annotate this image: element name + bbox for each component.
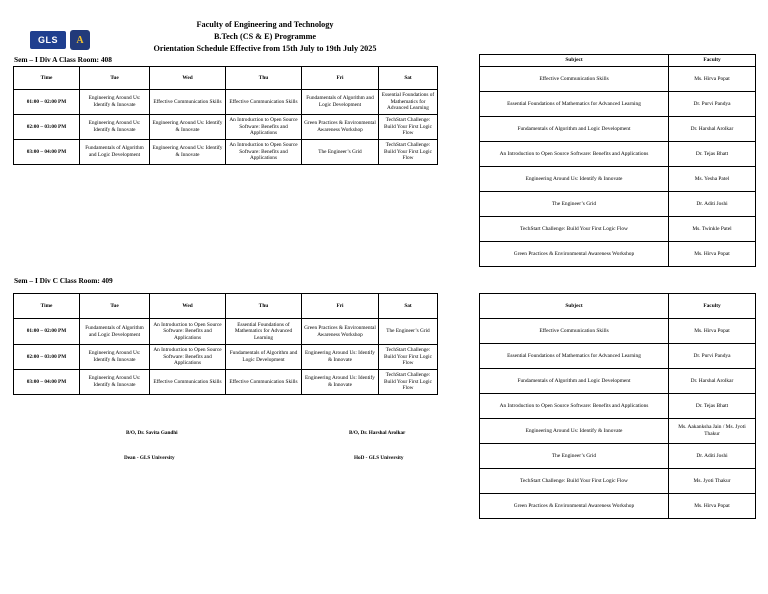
table-row bbox=[480, 344, 756, 369]
header-schedule: Orientation Schedule Effective from 15th July to 19th July 2025 bbox=[153, 44, 377, 53]
faculty-header-row bbox=[480, 294, 756, 319]
faculty-table-div-c bbox=[479, 293, 756, 519]
table-row bbox=[14, 319, 438, 345]
table-row bbox=[480, 419, 756, 444]
column-header: Subject bbox=[480, 55, 669, 67]
table-row bbox=[480, 167, 756, 192]
table-cell: Engineering Around Us: Identify & Innovate bbox=[80, 345, 150, 370]
table-cell: Fundamentals of Algorithm and Logic Development bbox=[226, 345, 302, 370]
gls-university-logo: GLS bbox=[30, 31, 66, 49]
faculty-cell: Dr. Aditi Joshi bbox=[669, 444, 756, 469]
table-row bbox=[14, 115, 438, 140]
subject-cell: Fundamentals of Algorithm and Logic Development bbox=[480, 117, 669, 142]
table-row bbox=[480, 469, 756, 494]
table-cell: An Introduction to Open Source Software: Benefits and Applications bbox=[150, 319, 226, 345]
column-header: Subject bbox=[480, 294, 669, 319]
subject-cell: Effective Communication Skills bbox=[480, 67, 669, 92]
table-row bbox=[14, 370, 438, 395]
table-cell: Essential Foundations of Mathematics for Advanced Learning bbox=[379, 90, 438, 115]
faculty-cell: Ms. Hirva Popat bbox=[669, 242, 756, 267]
faculty-header-row bbox=[480, 55, 756, 67]
timetable-div-c bbox=[13, 293, 438, 395]
table-cell: Engineering Around Us: Identify & Innovate bbox=[80, 90, 150, 115]
faculty-cell: Dr. Tejas Bhatt bbox=[669, 394, 756, 419]
column-header: Wed bbox=[150, 67, 226, 90]
table-row bbox=[480, 192, 756, 217]
table-cell: Engineering Around Us: Identify & Innovate bbox=[150, 115, 226, 140]
column-header: Fri bbox=[302, 67, 379, 90]
time-cell: 01:00 – 02:00 PM bbox=[14, 319, 80, 345]
column-header: Faculty bbox=[669, 55, 756, 67]
table-row bbox=[480, 369, 756, 394]
subject-cell: Engineering Around Us: Identify & Innovate bbox=[480, 167, 669, 192]
section-title-div-a: Sem – I Div A Class Room: 408 bbox=[14, 55, 112, 64]
table-cell: An Introduction to Open Source Software: Benefits and Applications bbox=[226, 140, 302, 165]
column-header: Tue bbox=[80, 67, 150, 90]
timetable-header-row bbox=[14, 67, 438, 90]
table-cell: Effective Communication Skills bbox=[226, 90, 302, 115]
header-programme: B.Tech (CS & E) Programme bbox=[213, 32, 317, 41]
faculty-cell: Dr. Purvi Pandya bbox=[669, 344, 756, 369]
table-row bbox=[480, 217, 756, 242]
time-cell: 02:00 – 03:00 PM bbox=[14, 115, 80, 140]
subject-cell: An Introduction to Open Source Software: Benefits and Applications bbox=[480, 394, 669, 419]
column-header: Sat bbox=[379, 294, 438, 319]
table-cell: Effective Communication Skills bbox=[226, 370, 302, 395]
table-row bbox=[14, 140, 438, 165]
subject-cell: Green Practices & Environmental Awareness Workshop bbox=[480, 494, 669, 519]
column-header: Faculty bbox=[669, 294, 756, 319]
faculty-cell: Ms. Aakanksha Jain / Ms. Jyoti Thakur bbox=[669, 419, 756, 444]
column-header: Thu bbox=[226, 294, 302, 319]
table-row bbox=[480, 494, 756, 519]
table-cell: The Engineer’s Grid bbox=[302, 140, 379, 165]
subject-cell: TechStart Challenge: Build Your First Logic Flow bbox=[480, 469, 669, 494]
signature-dean-name: B/O, Dr. Savita Gandhi bbox=[126, 430, 178, 436]
faculty-cell: Dr. Purvi Pandya bbox=[669, 92, 756, 117]
table-cell: TechStart Challenge: Build Your First Logic Flow bbox=[379, 370, 438, 395]
table-cell: Engineering Around Us: Identify & Innovate bbox=[80, 370, 150, 395]
header-faculty: Faculty of Engineering and Technology bbox=[196, 20, 334, 29]
faculty-cell: Dr. Harshal Arolkar bbox=[669, 117, 756, 142]
table-cell: The Engineer’s Grid bbox=[379, 319, 438, 345]
column-header: Fri bbox=[302, 294, 379, 319]
table-row bbox=[14, 90, 438, 115]
column-header: Time bbox=[14, 294, 80, 319]
table-cell: Engineering Around Us: Identify & Innovate bbox=[150, 140, 226, 165]
table-cell: Fundamentals of Algorithm and Logic Development bbox=[302, 90, 379, 115]
subject-cell: Green Practices & Environmental Awareness Workshop bbox=[480, 242, 669, 267]
subject-cell: Fundamentals of Algorithm and Logic Development bbox=[480, 369, 669, 394]
table-cell: Essential Foundations of Mathematics for Advanced Learning bbox=[226, 319, 302, 345]
time-cell: 01:00 – 02:00 PM bbox=[14, 90, 80, 115]
subject-cell: The Engineer’s Grid bbox=[480, 192, 669, 217]
timetable-header-row bbox=[14, 294, 438, 319]
subject-cell: Engineering Around Us: Identify & Innovate bbox=[480, 419, 669, 444]
table-cell: Effective Communication Skills bbox=[150, 90, 226, 115]
table-row bbox=[480, 319, 756, 344]
table-row bbox=[480, 92, 756, 117]
subject-cell: An Introduction to Open Source Software: Benefits and Applications bbox=[480, 142, 669, 167]
faculty-cell: Dr. Tejas Bhatt bbox=[669, 142, 756, 167]
faculty-table-div-a bbox=[479, 54, 756, 267]
column-header: Wed bbox=[150, 294, 226, 319]
table-cell: Green Practices & Environmental Awareness Workshop bbox=[302, 319, 379, 345]
table-row bbox=[480, 142, 756, 167]
timetable-div-a bbox=[13, 66, 438, 165]
table-row bbox=[480, 394, 756, 419]
table-cell: Fundamentals of Algorithm and Logic Development bbox=[80, 140, 150, 165]
table-row bbox=[480, 117, 756, 142]
signature-hod-name: B/O, Dr. Harshal Arolkar bbox=[349, 430, 406, 436]
subject-cell: TechStart Challenge: Build Your First Logic Flow bbox=[480, 217, 669, 242]
column-header: Tue bbox=[80, 294, 150, 319]
table-cell: An Introduction to Open Source Software: Benefits and Applications bbox=[226, 115, 302, 140]
table-cell: Engineering Around Us: Identify & Innovate bbox=[302, 370, 379, 395]
table-cell: Engineering Around Us: Identify & Innovate bbox=[302, 345, 379, 370]
table-cell: Green Practices & Environmental Awareness Workshop bbox=[302, 115, 379, 140]
table-cell: TechStart Challenge: Build Your First Logic Flow bbox=[379, 115, 438, 140]
signature-dean-title: Dean - GLS University bbox=[124, 455, 175, 461]
subject-cell: Effective Communication Skills bbox=[480, 319, 669, 344]
faculty-cell: Ms. Hirva Popat bbox=[669, 67, 756, 92]
column-header: Sat bbox=[379, 67, 438, 90]
faculty-cell: Ms. Yesha Patel bbox=[669, 167, 756, 192]
faculty-cell: Dr. Aditi Joshi bbox=[669, 192, 756, 217]
table-cell: An Introduction to Open Source Software: Benefits and Applications bbox=[150, 345, 226, 370]
table-row bbox=[14, 345, 438, 370]
column-header: Time bbox=[14, 67, 80, 90]
faculty-cell: Ms. Twinkle Patel bbox=[669, 217, 756, 242]
table-cell: TechStart Challenge: Build Your First Logic Flow bbox=[379, 140, 438, 165]
time-cell: 03:00 – 04:00 PM bbox=[14, 140, 80, 165]
faculty-cell: Dr. Harshal Arolkar bbox=[669, 369, 756, 394]
subject-cell: Essential Foundations of Mathematics for Advanced Learning bbox=[480, 92, 669, 117]
table-cell: Engineering Around Us: Identify & Innovate bbox=[80, 115, 150, 140]
table-row bbox=[480, 444, 756, 469]
subject-cell: Essential Foundations of Mathematics for Advanced Learning bbox=[480, 344, 669, 369]
table-cell: Fundamentals of Algorithm and Logic Development bbox=[80, 319, 150, 345]
table-row bbox=[480, 242, 756, 267]
subject-cell: The Engineer’s Grid bbox=[480, 444, 669, 469]
signature-hod-title: HoD - GLS University bbox=[354, 455, 404, 461]
faculty-cell: Ms. Hirva Popat bbox=[669, 494, 756, 519]
table-cell: Effective Communication Skills bbox=[150, 370, 226, 395]
faculty-cell: Ms. Jyoti Thakur bbox=[669, 469, 756, 494]
time-cell: 03:00 – 04:00 PM bbox=[14, 370, 80, 395]
faculty-cell: Ms. Hirva Popat bbox=[669, 319, 756, 344]
section-title-div-c: Sem – I Div C Class Room: 409 bbox=[14, 276, 113, 285]
table-row bbox=[480, 67, 756, 92]
time-cell: 02:00 – 03:00 PM bbox=[14, 345, 80, 370]
table-cell: TechStart Challenge: Build Your First Logic Flow bbox=[379, 345, 438, 370]
column-header: Thu bbox=[226, 67, 302, 90]
accreditation-seal-logo: A bbox=[70, 30, 90, 50]
